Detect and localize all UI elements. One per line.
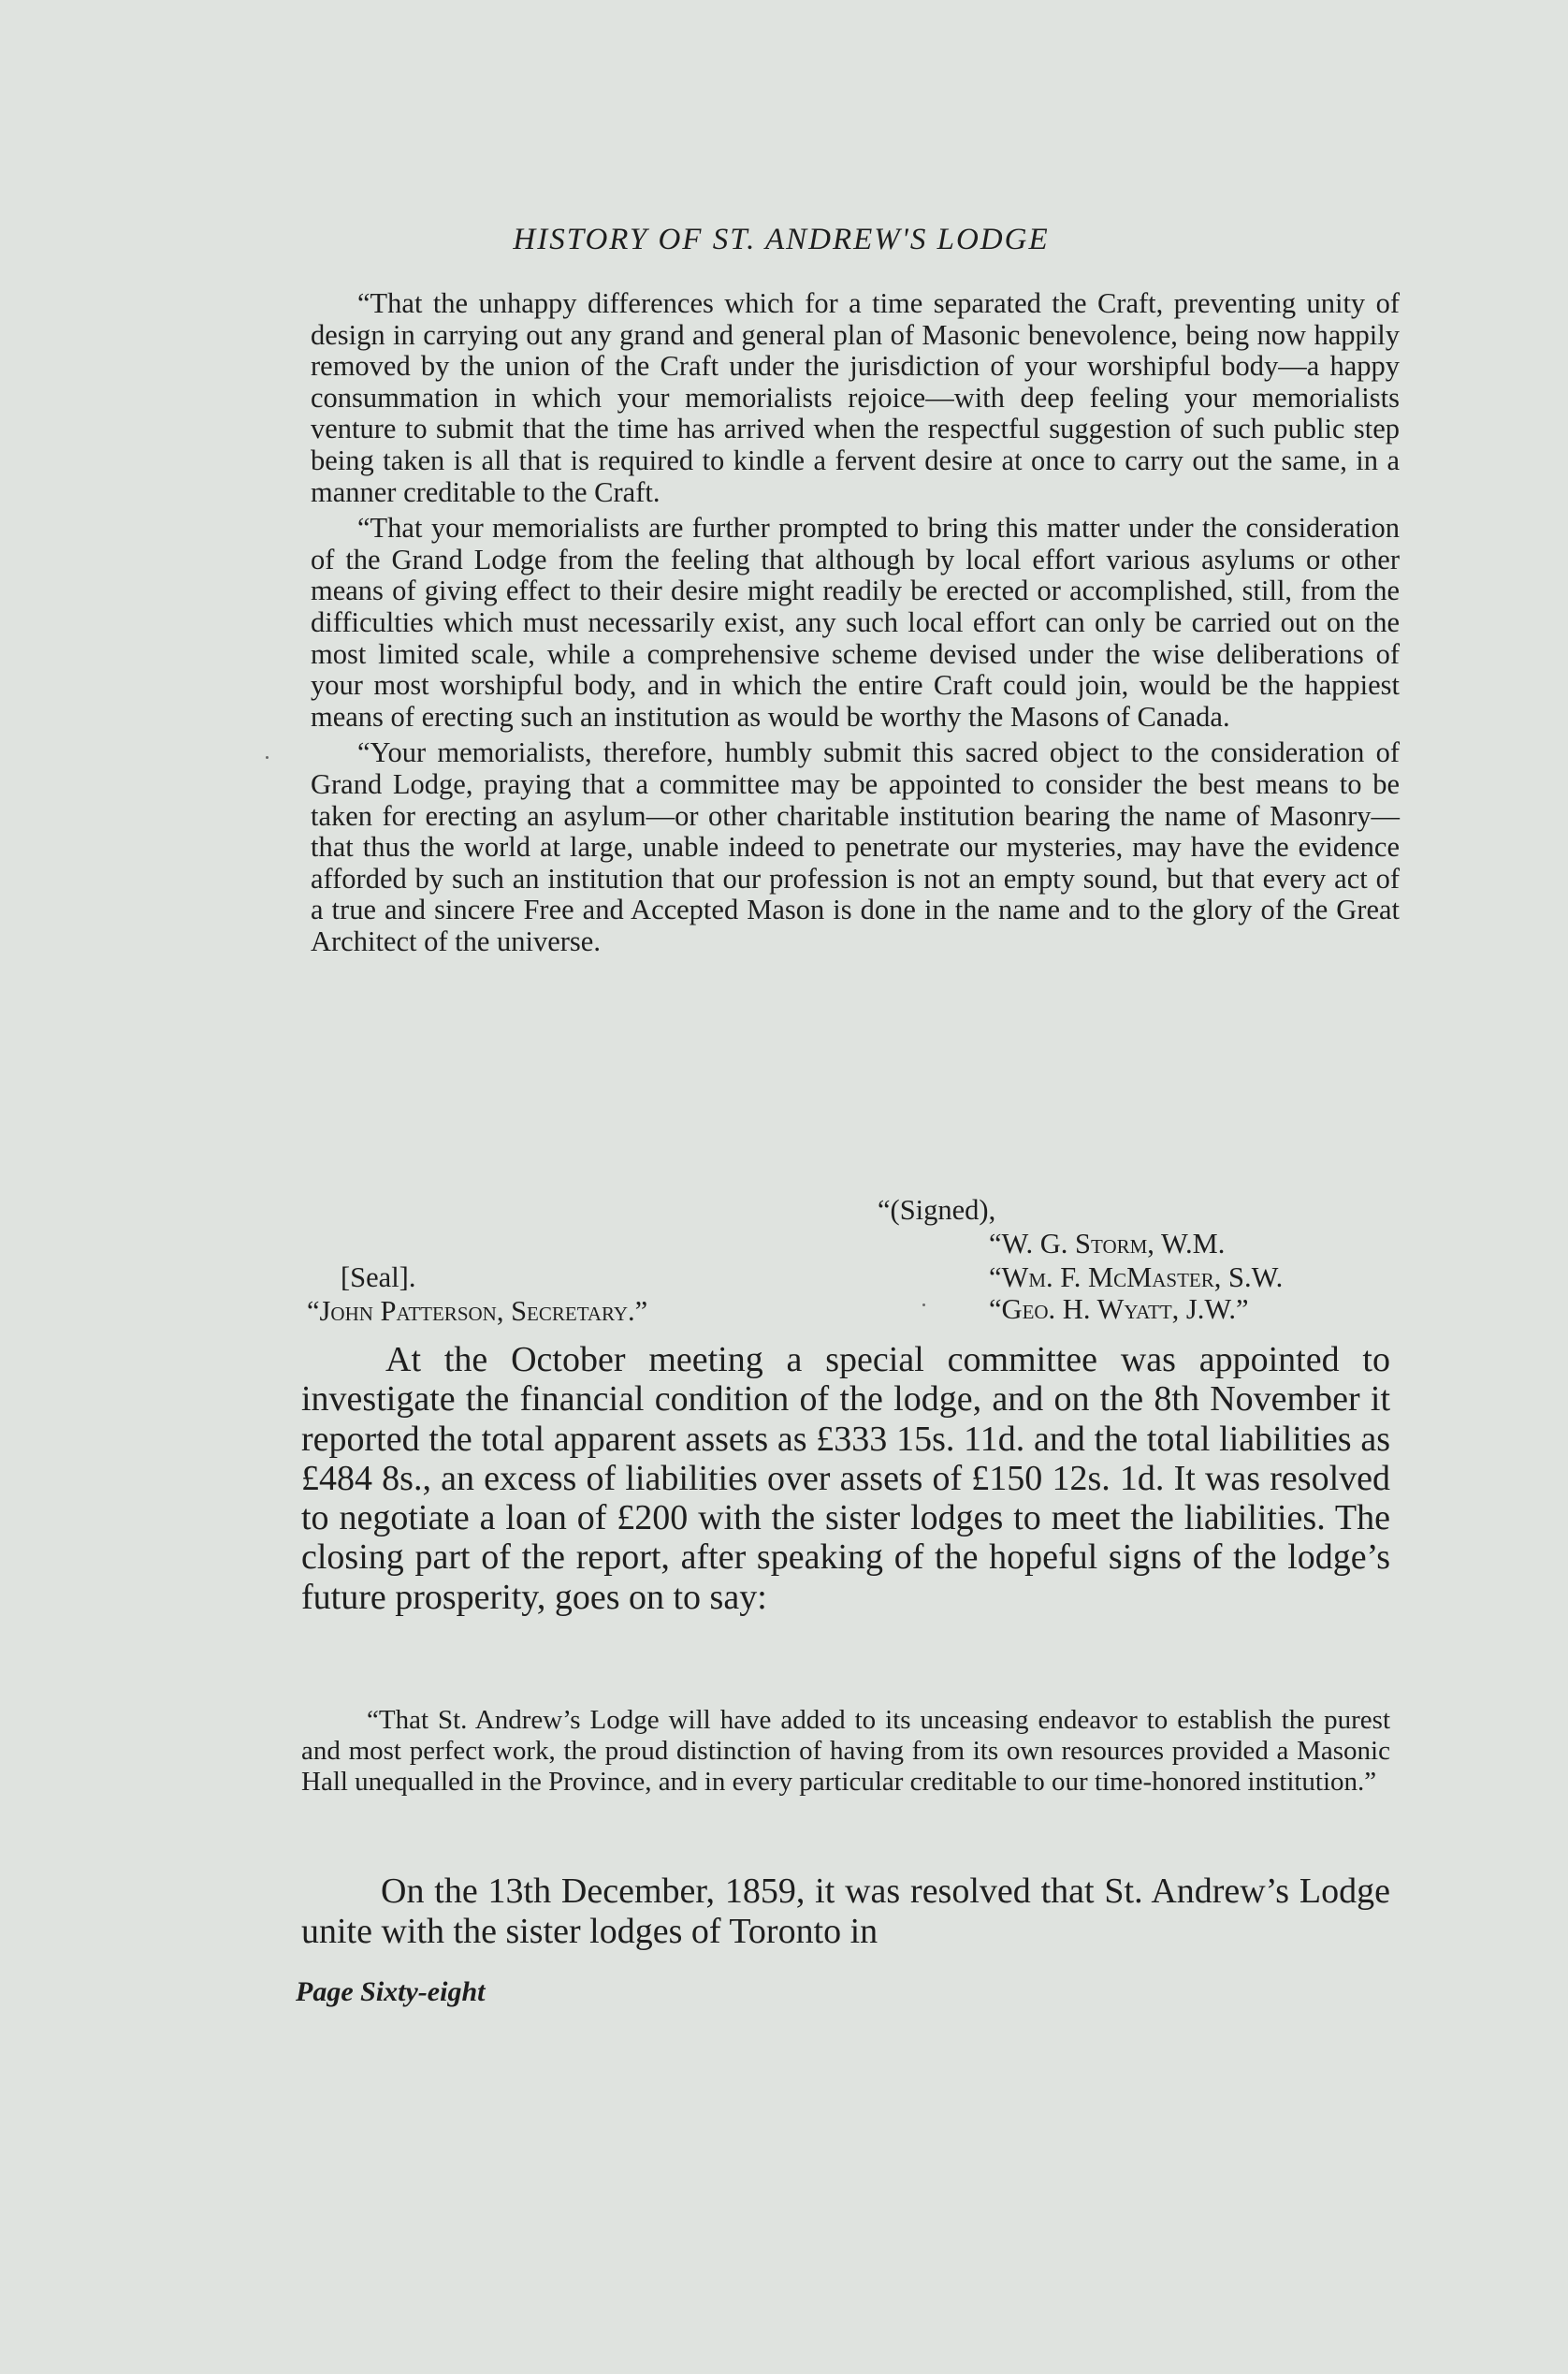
running-head: HISTORY OF ST. ANDREW'S LODGE xyxy=(513,223,1050,256)
memorial-paragraph: “Your memorialists, therefore, humbly submit this sacred object to the consideration of Grand Lodge, praying that a committee may be appointed to consider the best means to be taken for erecting an asylum—or other charitable institution bearing the name of Masonry—that thus the world at large, unable indeed to penetrate our mysteries, may have the evidence afforded by such an institution that our profession is not an empty sound, but that every act of a true and sincere Free and Accepted Mason is done in the name and to the glory of the Great Architect of the universe. xyxy=(311,736,1400,957)
closing-text xyxy=(301,1872,1390,1952)
body-paragraph: At the October meeting a special committee was appointed to investigate the financial condition of the lodge, and on the 8th November it reported the total apparent assets as £333 15s. 11d. and the total liabilities as £484 8s., an excess of liabilities over assets of £150 12s. 1d. It was resolved to negotiate a loan of £200 with the sister lodges to meet the liabilities. The closing part of the report, after speaking of the hopeful signs of the lodge’s future prosperity, goes on to say: xyxy=(301,1340,1390,1617)
seal-label: [Seal]. xyxy=(341,1261,416,1293)
memorial-paragraph: “That the unhappy differences which for a time separated the Craft, preventing unity of design in carrying out any grand and general plan of Masonic benevolence, being now happily removed by the union of the Craft under the jurisdiction of your worshipful body—a happy consummation in which your memorialists rejoice—with deep feeling your memorialists venture to submit that the time has arrived when the respectful suggestion of such public step being taken is all that is required to kindle a fervent desire at once to carry out the same, in a manner creditable to the Craft. xyxy=(311,287,1400,508)
memorial-paragraph: “That your memorialists are further prompted to bring this matter under the consideration of the Grand Lodge from the feeling that although by local effort various asylums or other means of giving effect to their desire might readily be erected or accomplished, still, from the difficulties which must necessarily exist, any such local effort can only be carried out on the most limited scale, while a comprehensive scheme devised under the wise deliberations of your most worshipful body, and in which the entire Craft could join, would be the happiest means of erecting such an institution as would be worthy the Masons of Canada. xyxy=(311,512,1400,733)
signature-block xyxy=(307,1194,1400,1327)
memorial-text xyxy=(311,288,1400,962)
closing-paragraph: On the 13th December, 1859, it was resolved that St. Andrew’s Lodge unite with the sister lodges of Toronto in xyxy=(301,1872,1390,1951)
page-number: Page Sixty-eight xyxy=(296,1976,486,2007)
signer-junior-warden: “Geo. H. Wyatt, J.W.” xyxy=(989,1293,1249,1325)
body-text xyxy=(301,1340,1390,1617)
signer-worshipful-master: “W. G. Storm, W.M. xyxy=(989,1228,1226,1260)
signer-senior-warden: “Wm. F. McMaster, S.W. xyxy=(989,1261,1284,1293)
report-quote xyxy=(301,1705,1390,1797)
secretary-signature: “John Patterson, Secretary.” xyxy=(307,1295,648,1327)
signed-label: “(Signed), xyxy=(878,1194,996,1226)
paper-speck xyxy=(266,756,269,759)
paper-speck xyxy=(922,1304,925,1306)
quote-paragraph: “That St. Andrew’s Lodge will have added to its unceasing endeavor to establish the purest and most perfect work, the proud distinction of having from its own resources provided a Masonic Hall unequalled in the Province, and in every particular creditable to our time-honored institution.” xyxy=(301,1705,1390,1797)
